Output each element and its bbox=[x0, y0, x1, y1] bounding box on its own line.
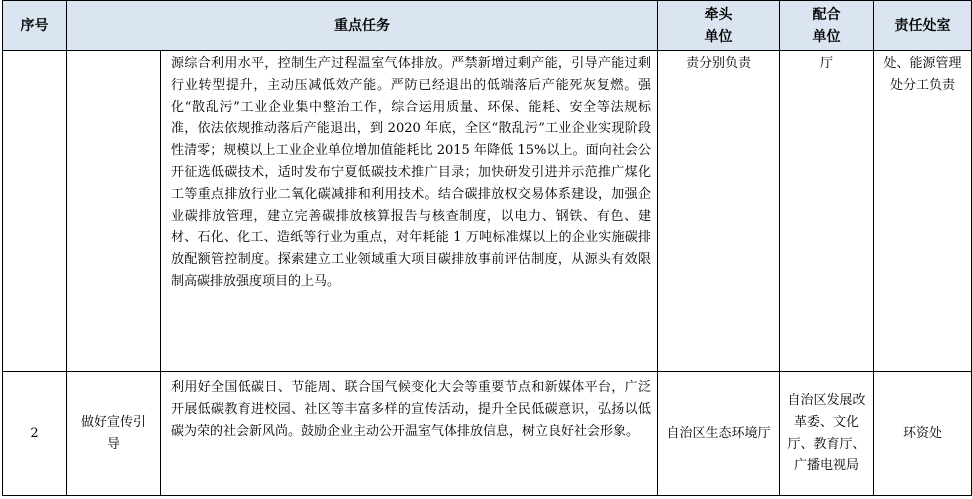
table-row bbox=[3, 372, 972, 496]
header-seq: 序号 bbox=[3, 1, 67, 51]
row-task-name bbox=[67, 51, 161, 372]
row-lead-unit: 责分别负责 bbox=[658, 51, 780, 372]
row-resp-dept: 处、能源管理处分工负责 bbox=[874, 51, 972, 372]
row-coop-unit: 厅 bbox=[780, 51, 874, 372]
row-lead-unit: 自治区生态环境厅 bbox=[658, 372, 780, 496]
row-task-name: 做好宣传引导 bbox=[67, 372, 161, 496]
header-row bbox=[3, 1, 972, 51]
row-resp-dept: 环资处 bbox=[874, 372, 972, 496]
row-seq: 2 bbox=[3, 372, 67, 496]
task-table bbox=[2, 0, 972, 496]
row-coop-unit: 自治区发展改革委、文化厅、教育厅、广播电视局 bbox=[780, 372, 874, 496]
row-task-detail: 利用好全国低碳日、节能周、联合国气候变化大会等重要节点和新媒体平台，广泛开展低碳教育进校园、社区等丰富多样的宣传活动，提升全民低碳意识，弘扬以低碳为荣的社会新风尚。鼓励企业主动公开温室气体排放信息，树立良好社会形象。 bbox=[161, 372, 658, 496]
header-lead: 牵头 单位 bbox=[658, 1, 780, 51]
row-task-detail: 源综合利用水平，控制生产过程温室气体排放。严禁新增过剩产能，引导产能过剩行业转型提升，主动压减低效产能。严防已经退出的低端落后产能死灰复燃。强化“散乱污”工业企业集中整治工作，综合运用质量、环保、能耗、安全等法规标准，依法依规推动落后产能退出，到 2020 年底，全区“散乱污”工业企业实现阶段性清零；规模以上工业企业单位增加值能耗比 2015 年降低 15%以上。面向社会公开征选低碳技术，适时发布宁夏低碳技术推广目录；加快研发引进并示范推广煤化工等重点排放行业二氧化碳减排和利用技术。结合碳排放权交易体系建设，加强企业碳排放管理，建立完善碳排放核算报告与核查制度，以电力、钢铁、有色、建材、石化、化工、造纸等行业为重点，对年耗能 1 万吨标准煤以上的企业实施碳排放配额管控制度。探索建立工业领域重大项目碳排放事前评估制度，从源头有效限制高碳排放强度项目的上马。 bbox=[161, 51, 658, 372]
table-row bbox=[3, 51, 972, 372]
row-seq bbox=[3, 51, 67, 372]
header-coop: 配合 单位 bbox=[780, 1, 874, 51]
header-resp: 责任处室 bbox=[874, 1, 972, 51]
header-task: 重点任务 bbox=[67, 1, 658, 51]
